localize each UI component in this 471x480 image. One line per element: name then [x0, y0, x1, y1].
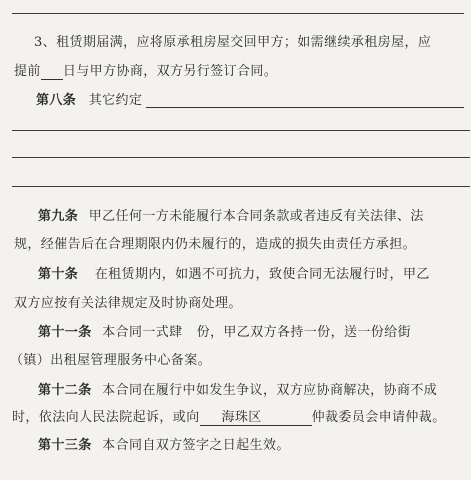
clause11-line1: 第十一条 本合同一式肆 份，甲乙双方各持一份，送一份给街	[38, 325, 411, 340]
clause8-fill-line-4	[12, 186, 470, 187]
clause8-fill-line-1	[146, 107, 464, 108]
clause13-heading: 第十三条	[38, 438, 92, 453]
clause10-heading: 第十条	[38, 267, 79, 282]
arbitration-district: 海珠区	[200, 411, 284, 426]
clause7-item3-line2: 提前 日与甲方协商，双方另行签订合同。	[14, 64, 278, 79]
clause9-line1: 第九条 甲乙任何一方未能履行本合同条款或者违反有关法律、法	[38, 209, 424, 224]
clause8-text: 其它约定	[88, 93, 143, 108]
clause12-line2: 时，依法向人民法院起诉，或向 海珠区 仲裁委员会申请仲裁。	[12, 410, 446, 425]
clause12-line1: 第十二条 本合同在履行中如发生争议，双方应协商解决，协商不成	[38, 383, 438, 398]
top-rule	[12, 13, 464, 14]
clause7-item3-line1: 3、租赁期届满，应将原承租房屋交回甲方；如需继续承租房屋，应	[34, 35, 432, 50]
clause8-heading: 第八条	[36, 93, 77, 108]
clause12-heading: 第十二条	[38, 383, 92, 398]
clause11-heading: 第十一条	[38, 325, 92, 340]
clause8-fill-line-2	[12, 130, 470, 131]
clause9-heading: 第九条	[38, 209, 79, 224]
notice-days-blank	[41, 65, 63, 80]
district-blank	[284, 411, 312, 426]
clause8-fill-line-3	[12, 157, 470, 158]
clause10-line2: 双方应按有关法律规定及时协商处理。	[14, 296, 242, 311]
clause13-line: 第十三条 本合同自双方签字之日起生效。	[38, 438, 290, 453]
clause11-line2: （镇）出租屋管理服务中心备案。	[10, 353, 212, 368]
clause10-line1: 第十条 在租赁期内，如遇不可抗力，致使合同无法履行时，甲乙	[38, 267, 430, 282]
clause9-line2: 规，经催告后在合理期限内仍未履行的，造成的损失由责任方承担。	[14, 237, 417, 252]
